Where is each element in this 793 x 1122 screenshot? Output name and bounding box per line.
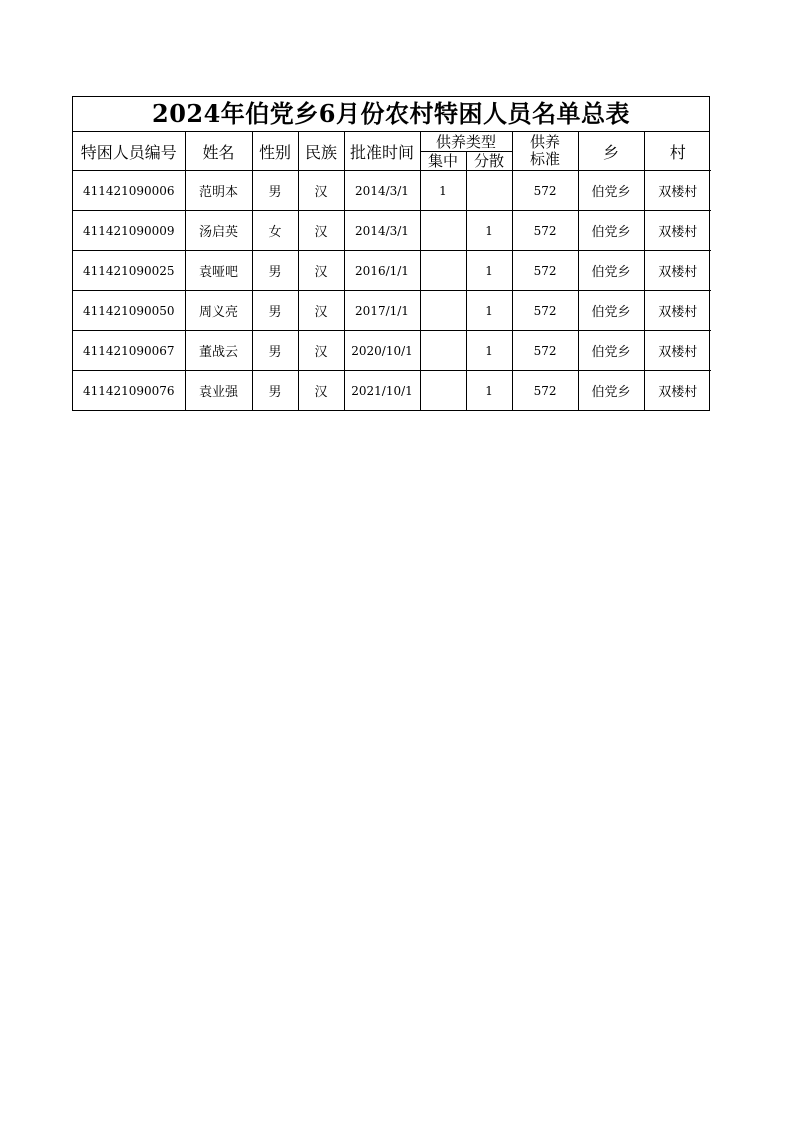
cell-standard: 572 bbox=[512, 331, 578, 371]
cell-dispersed bbox=[466, 171, 512, 211]
cell-town: 伯党乡 bbox=[578, 331, 644, 371]
cell-dispersed: 1 bbox=[466, 371, 512, 411]
cell-centralized bbox=[420, 251, 466, 291]
cell-centralized bbox=[420, 211, 466, 251]
header-town: 乡 bbox=[578, 132, 644, 171]
table-row bbox=[73, 251, 711, 291]
header-name: 姓名 bbox=[185, 132, 252, 171]
cell-name: 董战云 bbox=[185, 331, 252, 371]
cell-approval-date: 2016/1/1 bbox=[344, 251, 420, 291]
table-body bbox=[73, 171, 711, 411]
cell-approval-date: 2017/1/1 bbox=[344, 291, 420, 331]
cell-centralized: 1 bbox=[420, 171, 466, 211]
cell-ethnicity: 汉 bbox=[298, 371, 344, 411]
cell-town: 伯党乡 bbox=[578, 371, 644, 411]
page-title: 2024年伯党乡6月份农村特困人员名单总表 bbox=[73, 97, 709, 132]
cell-gender: 男 bbox=[252, 291, 298, 331]
cell-town: 伯党乡 bbox=[578, 251, 644, 291]
cell-gender: 男 bbox=[252, 331, 298, 371]
header-dispersed: 分散 bbox=[466, 152, 512, 171]
cell-name: 周义亮 bbox=[185, 291, 252, 331]
cell-id: 411421090025 bbox=[73, 251, 185, 291]
header-id: 特困人员编号 bbox=[73, 132, 185, 171]
table-row bbox=[73, 291, 711, 331]
header-support-type: 供养类型 bbox=[420, 132, 512, 152]
cell-town: 伯党乡 bbox=[578, 211, 644, 251]
cell-town: 伯党乡 bbox=[578, 171, 644, 211]
cell-village: 双楼村 bbox=[644, 211, 711, 251]
cell-ethnicity: 汉 bbox=[298, 251, 344, 291]
cell-dispersed: 1 bbox=[466, 251, 512, 291]
header-gender: 性别 bbox=[252, 132, 298, 171]
cell-id: 411421090050 bbox=[73, 291, 185, 331]
cell-village: 双楼村 bbox=[644, 171, 711, 211]
cell-id: 411421090076 bbox=[73, 371, 185, 411]
table-row bbox=[73, 171, 711, 211]
header-support-standard: 供养标准 bbox=[512, 132, 578, 171]
cell-gender: 女 bbox=[252, 211, 298, 251]
cell-id: 411421090006 bbox=[73, 171, 185, 211]
cell-dispersed: 1 bbox=[466, 331, 512, 371]
cell-ethnicity: 汉 bbox=[298, 211, 344, 251]
cell-ethnicity: 汉 bbox=[298, 331, 344, 371]
cell-village: 双楼村 bbox=[644, 291, 711, 331]
cell-standard: 572 bbox=[512, 371, 578, 411]
header-approval-date: 批准时间 bbox=[344, 132, 420, 171]
cell-dispersed: 1 bbox=[466, 211, 512, 251]
cell-village: 双楼村 bbox=[644, 251, 711, 291]
cell-village: 双楼村 bbox=[644, 331, 711, 371]
header-centralized: 集中 bbox=[420, 152, 466, 171]
cell-standard: 572 bbox=[512, 291, 578, 331]
cell-gender: 男 bbox=[252, 371, 298, 411]
cell-centralized bbox=[420, 331, 466, 371]
cell-gender: 男 bbox=[252, 251, 298, 291]
cell-centralized bbox=[420, 291, 466, 331]
cell-id: 411421090067 bbox=[73, 331, 185, 371]
cell-village: 双楼村 bbox=[644, 371, 711, 411]
cell-centralized bbox=[420, 371, 466, 411]
cell-name: 袁业强 bbox=[185, 371, 252, 411]
roster-sheet bbox=[72, 96, 710, 411]
cell-standard: 572 bbox=[512, 171, 578, 211]
table-header bbox=[73, 132, 711, 171]
header-ethnicity: 民族 bbox=[298, 132, 344, 171]
cell-name: 袁哑吧 bbox=[185, 251, 252, 291]
cell-approval-date: 2014/3/1 bbox=[344, 171, 420, 211]
cell-id: 411421090009 bbox=[73, 211, 185, 251]
cell-gender: 男 bbox=[252, 171, 298, 211]
cell-ethnicity: 汉 bbox=[298, 171, 344, 211]
table-row bbox=[73, 331, 711, 371]
cell-name: 范明本 bbox=[185, 171, 252, 211]
cell-dispersed: 1 bbox=[466, 291, 512, 331]
table-row bbox=[73, 371, 711, 411]
cell-town: 伯党乡 bbox=[578, 291, 644, 331]
cell-approval-date: 2020/10/1 bbox=[344, 331, 420, 371]
cell-approval-date: 2014/3/1 bbox=[344, 211, 420, 251]
cell-standard: 572 bbox=[512, 211, 578, 251]
header-village: 村 bbox=[644, 132, 711, 171]
table-row bbox=[73, 211, 711, 251]
roster-table bbox=[73, 132, 711, 410]
cell-standard: 572 bbox=[512, 251, 578, 291]
cell-ethnicity: 汉 bbox=[298, 291, 344, 331]
cell-approval-date: 2021/10/1 bbox=[344, 371, 420, 411]
cell-name: 汤启英 bbox=[185, 211, 252, 251]
